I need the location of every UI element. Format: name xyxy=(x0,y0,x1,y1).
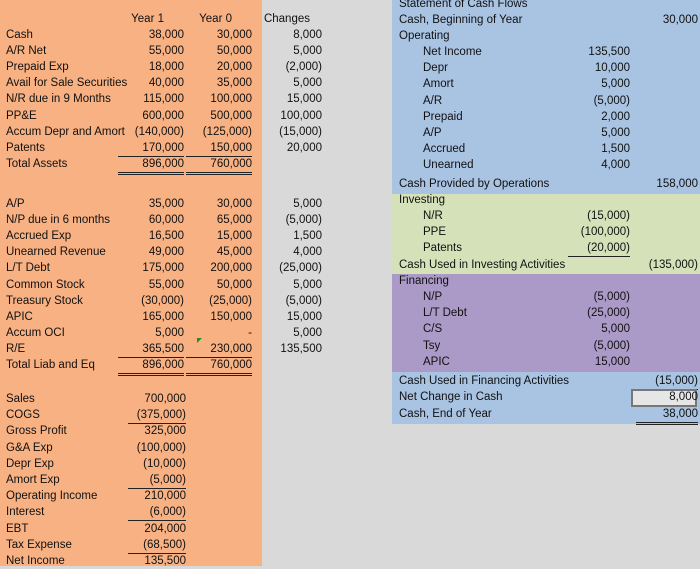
income-value: 325,000 xyxy=(144,425,186,438)
year1-value: (140,000) xyxy=(134,125,184,138)
change-value: 135,500 xyxy=(280,342,322,355)
table-row xyxy=(0,140,330,156)
financing-heading xyxy=(392,273,700,289)
income-value: 700,000 xyxy=(144,393,186,405)
operating-heading-label: Operating xyxy=(399,30,450,42)
investing-item-value: (100,000) xyxy=(580,226,630,239)
operating-item xyxy=(392,93,700,109)
investing-item-label: Patents xyxy=(423,242,462,255)
row-label: A/P xyxy=(6,198,25,210)
operating-item-value: 4,000 xyxy=(601,159,630,172)
operating-item-value: 1,500 xyxy=(601,143,630,156)
year0-value: 200,000 xyxy=(210,262,252,275)
operating-total-value: 158,000 xyxy=(656,178,698,190)
row-label: Avail for Sale Securities xyxy=(6,77,128,90)
income-value: (100,000) xyxy=(136,441,186,454)
table-row xyxy=(0,212,330,228)
income-label: Operating Income xyxy=(6,490,98,503)
operating-item-label: A/R xyxy=(423,94,443,107)
year0-value: 50,000 xyxy=(216,45,252,58)
financing-total-label: Cash Used in Financing Activities xyxy=(399,375,570,387)
financing-item-value: (5,000) xyxy=(593,291,630,303)
operating-item-label: Net Income xyxy=(423,46,482,58)
investing-item xyxy=(392,240,700,256)
row-label: Accum Depr and Amort xyxy=(6,125,125,138)
year0-value: 50,000 xyxy=(216,278,252,291)
change-value: 5,000 xyxy=(293,77,322,90)
table-row xyxy=(0,43,330,59)
net-change-cash-value: 8,000 xyxy=(669,391,698,403)
income-row xyxy=(0,537,250,553)
income-label: Interest xyxy=(6,506,45,519)
operating-item xyxy=(392,141,700,157)
operating-item-value: 5,000 xyxy=(601,127,630,139)
year0-value: 15,000 xyxy=(216,230,252,243)
change-value: (5,000) xyxy=(285,214,322,227)
change-value: 100,000 xyxy=(280,109,322,122)
year1-value: 170,000 xyxy=(118,140,184,157)
operating-total-label: Cash Provided by Operations xyxy=(399,178,550,190)
row-label: A/R Net xyxy=(6,45,47,58)
row-label: PP&E xyxy=(6,109,37,122)
change-value: (2,000) xyxy=(285,61,322,74)
row-label: N/P due in 6 months xyxy=(6,214,110,227)
row-label: N/R due in 9 Months xyxy=(6,93,111,106)
financing-item xyxy=(392,305,700,321)
year0-value: 30,000 xyxy=(216,29,252,41)
year1-value: 175,000 xyxy=(142,262,184,275)
row-label: Accrued Exp xyxy=(6,230,72,243)
income-label: COGS xyxy=(6,409,40,422)
year1-value: 896,000 xyxy=(118,156,184,175)
financing-item xyxy=(392,354,700,370)
year0-value: (125,000) xyxy=(202,125,252,138)
operating-total xyxy=(392,176,700,192)
income-label: G&A Exp xyxy=(6,441,53,454)
financing-total xyxy=(392,373,700,389)
change-value: 8,000 xyxy=(293,29,322,41)
year0-value: 150,000 xyxy=(186,140,252,157)
year0-header: Year 0 xyxy=(199,13,232,25)
year1-value: 165,000 xyxy=(142,310,184,323)
operating-item-label: Amort xyxy=(423,78,454,91)
change-value: 4,000 xyxy=(293,246,322,259)
financing-item-label: L/T Debt xyxy=(423,307,467,320)
income-row xyxy=(0,456,250,472)
cfs-title xyxy=(392,0,700,12)
income-label: Gross Profit xyxy=(6,425,67,438)
year1-value: (30,000) xyxy=(141,294,184,307)
operating-heading xyxy=(392,28,700,44)
financing-item-value: (25,000) xyxy=(587,307,630,320)
financing-heading-label: Financing xyxy=(399,275,449,287)
year1-value: 60,000 xyxy=(148,214,184,227)
investing-total-label: Cash Used in Investing Activities xyxy=(399,259,566,271)
balance-sheet-header xyxy=(0,11,320,27)
ending-cash-value: 38,000 xyxy=(636,406,698,425)
row-label: Total Liab and Eq xyxy=(6,359,95,371)
investing-item-value: (15,000) xyxy=(587,210,630,222)
investing-item-label: PPE xyxy=(423,226,447,239)
change-value: 20,000 xyxy=(286,141,322,154)
row-label: Cash xyxy=(6,29,33,41)
year1-value: 5,000 xyxy=(155,326,184,339)
beginning-cash-value: 30,000 xyxy=(662,14,698,26)
income-row xyxy=(0,440,250,456)
year0-value: 760,000 xyxy=(186,156,252,175)
income-label: Depr Exp xyxy=(6,457,54,470)
year1-value: 55,000 xyxy=(148,278,184,291)
financing-item-label: APIC xyxy=(423,355,450,368)
change-value: 5,000 xyxy=(293,278,322,291)
income-row xyxy=(0,504,250,520)
row-label: Unearned Revenue xyxy=(6,246,106,259)
table-row xyxy=(0,244,330,260)
income-label: Amort Exp xyxy=(6,474,60,486)
income-row xyxy=(0,423,250,439)
income-row xyxy=(0,521,250,537)
operating-item xyxy=(392,44,700,60)
operating-item-label: Prepaid xyxy=(423,110,463,123)
net-change-cash xyxy=(392,389,700,405)
year0-value: 100,000 xyxy=(210,93,252,106)
year0-value: 45,000 xyxy=(216,246,252,259)
income-value: (10,000) xyxy=(143,457,186,470)
year1-value: 18,000 xyxy=(148,61,184,74)
financing-item-value: (5,000) xyxy=(593,339,630,352)
income-label: Sales xyxy=(6,393,35,405)
year0-value: 760,000 xyxy=(186,357,252,376)
row-label: Common Stock xyxy=(6,278,85,291)
investing-item xyxy=(392,224,700,240)
investing-item-value: (20,000) xyxy=(568,240,630,257)
table-row xyxy=(0,196,330,212)
operating-item-value: 5,000 xyxy=(601,78,630,91)
table-row xyxy=(0,27,330,43)
operating-item-value: 135,500 xyxy=(588,46,630,58)
income-value: (6,000) xyxy=(128,504,186,521)
operating-item-value: 10,000 xyxy=(594,62,630,75)
table-row xyxy=(0,91,330,107)
year1-value: 38,000 xyxy=(148,29,184,41)
change-value: 15,000 xyxy=(286,310,322,323)
financing-total-value: (15,000) xyxy=(636,373,698,390)
income-value: (68,500) xyxy=(128,537,186,554)
financing-item xyxy=(392,321,700,337)
investing-heading-label: Investing xyxy=(399,194,446,206)
table-row xyxy=(0,59,330,75)
table-row xyxy=(0,75,330,91)
table-row xyxy=(0,260,330,276)
financing-item-value: 15,000 xyxy=(594,355,630,368)
operating-item-value: 2,000 xyxy=(601,110,630,123)
financing-item-value: 5,000 xyxy=(601,323,630,336)
table-row xyxy=(0,325,330,341)
table-row xyxy=(0,124,330,140)
investing-heading xyxy=(392,192,700,208)
year1-value: 40,000 xyxy=(148,77,184,90)
ending-cash-label: Cash, End of Year xyxy=(399,408,492,420)
year1-header: Year 1 xyxy=(131,13,164,25)
operating-item xyxy=(392,60,700,76)
net-change-cash-label: Net Change in Cash xyxy=(399,391,503,403)
change-value: (5,000) xyxy=(285,294,322,307)
year1-value: 600,000 xyxy=(142,109,184,122)
income-row xyxy=(0,553,250,569)
income-value: 135,500 xyxy=(144,555,186,567)
change-value: 5,000 xyxy=(293,198,322,210)
cfs-title-label: Statement of Cash Flows xyxy=(399,0,528,10)
year1-value: 55,000 xyxy=(148,45,184,58)
financing-item-label: C/S xyxy=(423,323,443,336)
table-row xyxy=(0,357,330,373)
income-label: Tax Expense xyxy=(6,538,72,551)
row-label: R/E xyxy=(6,342,26,355)
change-value: 15,000 xyxy=(286,93,322,106)
row-label: Total Assets xyxy=(6,157,68,170)
investing-total-value: (135,000) xyxy=(648,259,698,271)
income-value: 210,000 xyxy=(144,490,186,503)
operating-item-value: (5,000) xyxy=(593,94,630,107)
financing-item xyxy=(392,289,700,305)
table-row xyxy=(0,108,330,124)
operating-item xyxy=(392,157,700,173)
change-value: (25,000) xyxy=(279,262,322,275)
cell-note-marker xyxy=(197,338,202,343)
income-label: EBT xyxy=(6,522,29,535)
income-label: Net Income xyxy=(6,555,65,567)
row-label: Accum OCI xyxy=(6,326,65,339)
year0-value: 35,000 xyxy=(216,77,252,90)
income-value: 204,000 xyxy=(144,522,186,535)
beginning-cash xyxy=(392,12,700,28)
financing-item-label: N/P xyxy=(423,291,443,303)
operating-item-label: A/P xyxy=(423,127,442,139)
financing-item xyxy=(392,338,700,354)
table-row xyxy=(0,341,330,357)
operating-item xyxy=(392,125,700,141)
row-label: Patents xyxy=(6,141,45,154)
income-row xyxy=(0,391,250,407)
investing-item xyxy=(392,208,700,224)
beginning-cash-label: Cash, Beginning of Year xyxy=(399,14,523,26)
ending-cash xyxy=(392,406,700,422)
year1-value: 896,000 xyxy=(118,357,184,376)
year0-value: 150,000 xyxy=(210,310,252,323)
financing-item-label: Tsy xyxy=(423,339,441,352)
year0-value: 30,000 xyxy=(216,198,252,210)
income-row xyxy=(0,488,250,504)
income-row xyxy=(0,407,250,423)
change-value: 5,000 xyxy=(293,326,322,339)
year0-value: 65,000 xyxy=(216,214,252,227)
table-row xyxy=(0,309,330,325)
year0-value: 20,000 xyxy=(216,61,252,74)
table-row xyxy=(0,277,330,293)
change-value: 1,500 xyxy=(293,230,322,243)
row-label: Treasury Stock xyxy=(6,294,83,307)
operating-item-label: Depr xyxy=(423,62,448,75)
year0-value: 230,000 xyxy=(186,341,252,358)
changes-header: Changes xyxy=(263,13,310,25)
income-row xyxy=(0,472,250,488)
investing-total xyxy=(392,257,700,273)
year1-value: 365,500 xyxy=(118,341,184,358)
year1-value: 35,000 xyxy=(148,198,184,210)
table-row xyxy=(0,156,330,172)
operating-item xyxy=(392,76,700,92)
table-row xyxy=(0,293,330,309)
year1-value: 16,500 xyxy=(148,230,184,243)
year0-value: (25,000) xyxy=(209,294,252,307)
row-label: Prepaid Exp xyxy=(6,61,69,74)
row-label: L/T Debt xyxy=(6,262,50,275)
year0-value: 500,000 xyxy=(210,109,252,122)
income-value: (375,000) xyxy=(128,407,186,424)
operating-item-label: Accrued xyxy=(423,143,466,156)
year1-value: 115,000 xyxy=(143,93,184,106)
investing-item-label: N/R xyxy=(423,210,443,222)
row-label: APIC xyxy=(6,310,33,323)
income-value: (5,000) xyxy=(128,472,186,489)
change-value: (15,000) xyxy=(279,125,322,138)
change-value: 5,000 xyxy=(293,45,322,58)
table-row xyxy=(0,228,330,244)
year0-value: - xyxy=(248,326,252,339)
operating-item-label: Unearned xyxy=(423,159,474,172)
year1-value: 49,000 xyxy=(148,246,184,259)
operating-item xyxy=(392,109,700,125)
